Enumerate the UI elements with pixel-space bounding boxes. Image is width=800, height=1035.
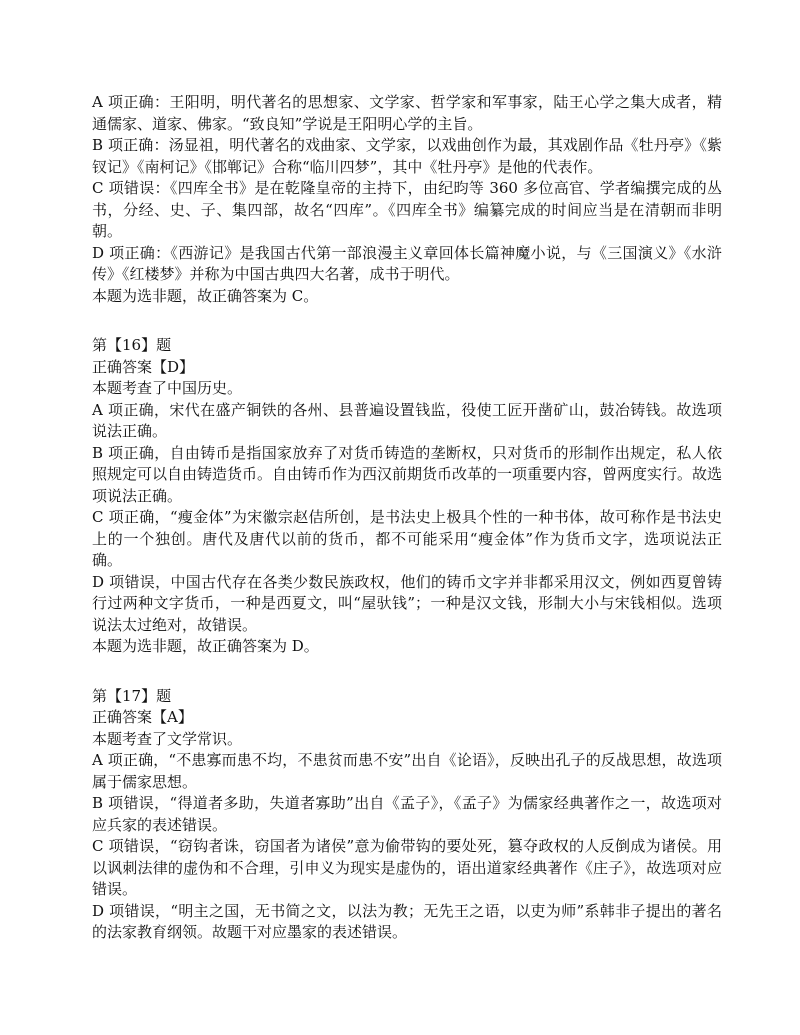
correct-answer: 正确答案【D】 <box>92 357 195 376</box>
option-c-explanation: C 项错误，“窃钩者诛，窃国者为诸侯”意为偷带钩的要处死，篡夺政权的人反倒成为诸侯。用以讽刺法律的虚伪和不合理，引申义为现实是虚伪的，语出道家经典著作《庄子》，故选项对应错误。 <box>92 837 722 898</box>
topic-line: 本题考查了中国历史。 <box>92 379 243 397</box>
document-page <box>92 92 722 944</box>
option-c-explanation: C 项正确，“瘦金体”为宋徽宗赵佶所创，是书法史上极具个性的一种书体，故可称作是书法史上的一个独创。唐代及唐代以前的货币，都不可能采用“瘦金体”作为货币文字，选项说法正确。 <box>92 508 722 569</box>
section-17 <box>92 686 722 944</box>
question-heading: 第【17】题 <box>92 686 172 705</box>
section-16 <box>92 335 722 658</box>
option-a-explanation: A 项正确，“不患寡而患不均，不患贫而患不安”出自《论语》，反映出孔子的反战思想，故选项属于儒家思想。 <box>92 751 722 791</box>
answer-conclusion: 本题为选非题，故正确答案为 C。 <box>92 286 319 305</box>
answer-conclusion: 本题为选非题，故正确答案为 D。 <box>92 637 319 655</box>
option-a-explanation: A 项正确：王阳明，明代著名的思想家、文学家、哲学家和军事家，陆王心学之集大成者，精通儒家、道家、佛家。“致良知”学说是王阳明心学的主旨。 <box>92 93 722 133</box>
topic-line: 本题考查了文学常识。 <box>92 729 243 748</box>
option-d-explanation: D 项错误，“明主之国，无书简之文，以法为教；无先王之语，以吏为师”系韩非子提出的著名的法家教育纲领。故题干对应墨家的表述错误。 <box>92 901 722 941</box>
question-heading: 第【16】题 <box>92 336 172 354</box>
option-d-explanation: D 项错误，中国古代存在各类少数民族政权，他们的铸币文字并非都采用汉文，例如西夏曾铸行过两种文字货币，一种是西夏文，叫“屋驮钱”；一种是汉文钱，形制大小与宋钱相似。选项说法太过绝对，故错误。 <box>92 572 722 634</box>
option-b-explanation: B 项正确，自由铸币是指国家放弃了对货币铸造的垄断权，只对货币的形制作出规定，私人依照规定可以自由铸造货币。自由铸币作为西汉前期货币改革的一项重要内容，曾两度实行。故选项说法正确。 <box>92 443 723 505</box>
option-a-explanation: A 项正确，宋代在盛产铜铁的各州、县普遍设置钱监，役使工匠开凿矿山，鼓冶铸钱。故选项说法正确。 <box>92 400 722 440</box>
option-c-explanation: C 项错误：《四库全书》是在乾隆皇帝的主持下，由纪昀等 360 多位高官、学者编撰完成的丛书，分经、史、子、集四部，故名“四库”。《四库全书》编纂完成的时间应当是在清朝而非明朝。 <box>92 179 722 240</box>
option-b-explanation: B 项正确：汤显祖，明代著名的戏曲家、文学家，以戏曲创作为最，其戏剧作品《牡丹亭》《紫钗记》《南柯记》《邯郸记》合称“临川四梦”，其中《牡丹亭》是他的代表作。 <box>92 136 722 176</box>
section-15-continued <box>92 92 722 307</box>
option-b-explanation: B 项错误，“得道者多助，失道者寡助”出自《孟子》，《孟子》为儒家经典著作之一，故选项对应兵家的表述错误。 <box>92 794 722 834</box>
correct-answer: 正确答案【A】 <box>92 708 193 726</box>
option-d-explanation: D 项正确：《西游记》是我国古代第一部浪漫主义章回体长篇神魔小说，与《三国演义》《水浒传》《红楼梦》并称为中国古典四大名著，成书于明代。 <box>92 243 722 283</box>
